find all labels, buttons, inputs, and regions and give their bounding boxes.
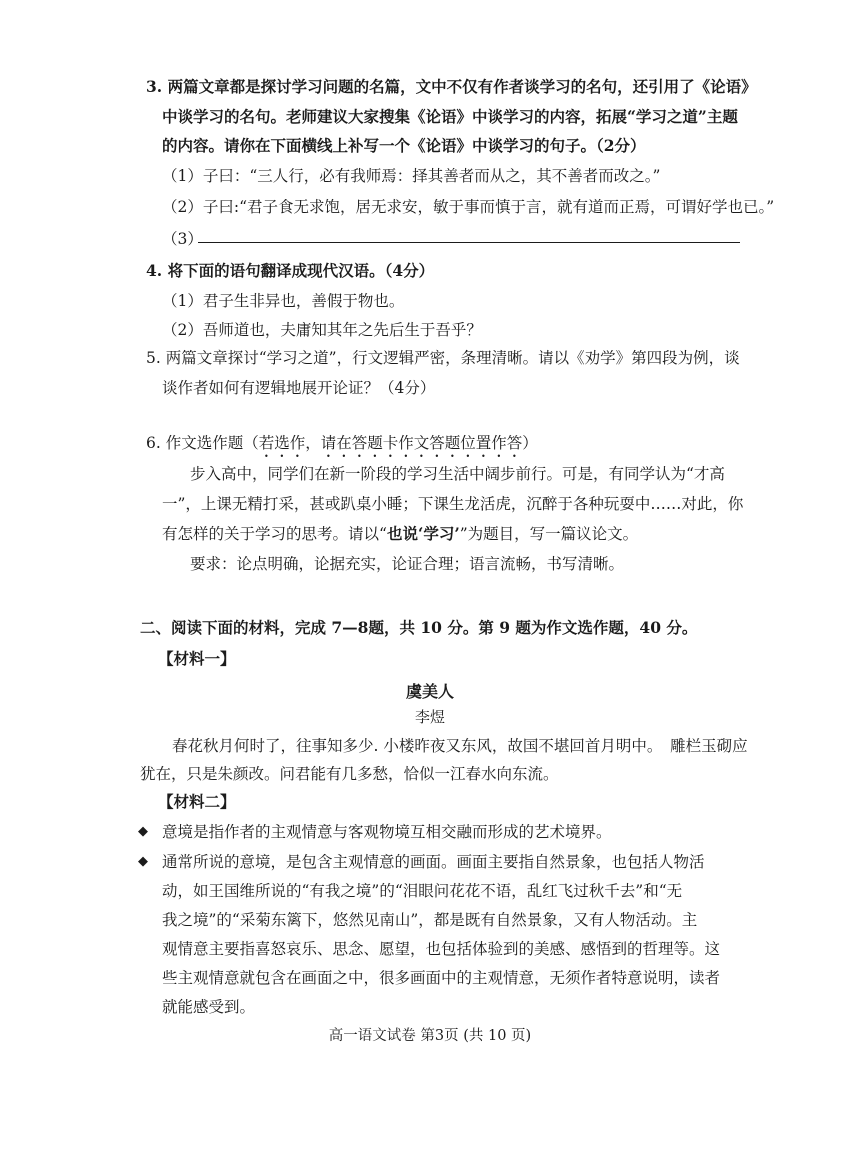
q5-line-2: 谈作者如何有逻辑地展开论证？（4分） [162,379,436,397]
q3-item-1: （1）子曰：“三人行，必有我师焉：择其善者而从之，其不善者而改之。” [162,167,661,185]
material-2-bullet-2-line-6: 就能感受到。 [162,998,256,1016]
q3-item-3-label: （3） [162,230,203,248]
diamond-icon: ◆ [138,854,148,869]
material-2-bullet-2-line-2: 动，如王国维所说的“有我之境”的“泪眼问花花不语，乱红飞过秋千去”和“无 [162,882,683,900]
q6-para3-a: 有怎样的关于学习的思考。请以“ [162,525,387,543]
diamond-icon: ◆ [138,824,148,839]
poem-line-1: 春花秋月何时了，往事知多少. 小楼昨夜又东风，故国不堪回首月明中。 雕栏玉砌应 [172,737,748,755]
poem-line-2: 犹在，只是朱颜改。问君能有几多愁，恰似一江春水向东流。 [140,765,559,783]
q4-line-1: 4. 将下面的语句翻译成现代汉语。（4分） [146,261,435,280]
q4-item-1: （1）君子生非异也，善假于物也。 [162,292,405,310]
material-2-label: 【材料二】 [158,792,236,811]
material-2-bullet-1: 意境是指作者的主观情意与客观物境互相交融而形成的艺术境界。 [162,823,612,841]
material-2-bullet-2-line-4: 观情意主要指喜怒哀乐、思念、愿望，也包括体验到的美感、感悟到的哲理等。这 [162,940,721,958]
q6-paragraph-line-2: 一”，上课无精打采，甚或趴桌小睡；下课生龙活虎，沉醉于各种玩耍中……对此，你 [162,495,744,513]
q6-requirements: 要求：论点明确，论据充实，论证合理；语言流畅，书写清晰。 [190,555,625,573]
page-footer: 高一语文试卷 第3页 (共 10 页) [328,1028,532,1044]
answer-blank-line [198,242,740,243]
q6-note: 若选作，请在答题卡作文答题位置作答 [258,434,523,452]
q3-line-2: 中谈学习的名句。老师建议大家搜集《论语》中谈学习的内容，拓展“学习之道”主题 [162,107,738,126]
q6-paragraph-line-3 [162,523,638,545]
q6-label-start: 6. 作文选作题（ [146,434,259,452]
poem-author: 李煜 [414,708,445,726]
q4-item-2: （2）吾师道也，夫庸知其年之先后生于吾乎？ [162,321,482,339]
material-2-bullet-2-line-1: 通常所说的意境，是包含主观情意的画面。画面主要指自然景象，也包括人物活 [162,853,705,871]
q6-para3-b: ”为题目，写一篇议论文。 [459,525,639,543]
q6-label-end: ） [522,434,538,452]
material-2-bullet-2-line-5: 些主观情意就包含在画面之中，很多画面中的主观情意，无须作者特意说明，读者 [162,969,721,987]
q5-line-1: 5. 两篇文章探讨“学习之道”，行文逻辑严密，条理清晰。请以《劝学》第四段为例，谈 [146,349,740,367]
section-2-heading: 二、阅读下面的材料，完成 7—8题，共 10 分。第 9 题为作文选作题，40 分。 [140,618,698,637]
q6-label [146,432,538,461]
q3-line-3: 的内容。请你在下面横线上补写一个《论语》中谈学习的句子。（2分） [162,136,646,155]
q3-item-2: （2）子曰:“君子食无求饱，居无求安，敏于事而慎于言，就有道而正焉，可谓好学也已。” [162,198,775,216]
material-1-label: 【材料一】 [158,649,236,668]
poem-title: 虞美人 [405,682,454,701]
material-2-bullet-2-line-3: 我之境”的“采菊东篱下，悠然见南山”，都是既有自然景象，又有人物活动。主 [162,911,698,929]
q3-line-1: 3. 两篇文章都是探讨学习问题的名篇，文中不仅有作者谈学习的名句，还引用了《论语》 [146,77,757,96]
q6-paragraph-line-1: 步入高中，同学们在新一阶段的学习生活中阔步前行。可是，有同学认为“才高 [190,465,725,483]
essay-title: 也说‘学习’ [386,524,460,543]
